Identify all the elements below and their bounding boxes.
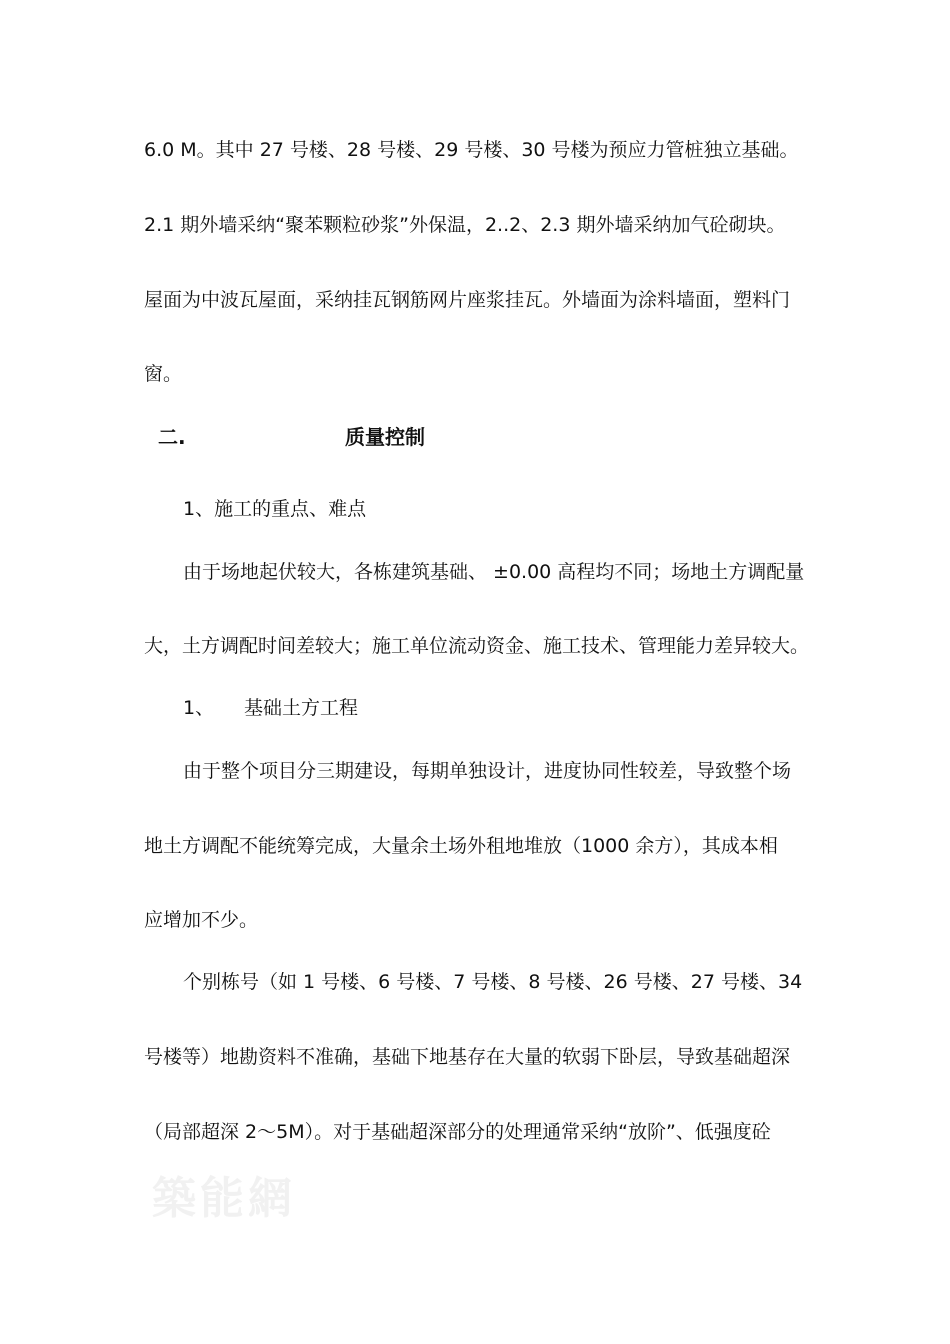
paragraph-line: 号楼等）地勘资料不准确，基础下地基存在大量的软弱下卧层，导致基础超深 — [144, 1046, 791, 1068]
paragraph-line: 窗。 — [144, 363, 183, 385]
subsection-number: 1、 — [183, 697, 215, 719]
paragraph-line: 地土方调配不能统筹完成，大量余土场外租地堆放（1000 余方），其成本相 — [144, 835, 778, 857]
paragraph-line: 屋面为中波瓦屋面，采纳挂瓦钢筋网片座浆挂瓦。外墙面为涂料墙面，塑料门 — [144, 289, 791, 311]
section-number: 二. — [158, 425, 186, 449]
subsection-title: 基础土方工程 — [244, 697, 359, 719]
paragraph-line: （局部超深 2～5M）。对于基础超深部分的处理通常采纳“放阶”、低强度砼 — [144, 1121, 771, 1143]
paragraph-line: 个别栋号（如 1 号楼、6 号楼、7 号楼、8 号楼、26 号楼、27 号楼、34 — [183, 971, 803, 993]
watermark-logo: 築能網 — [152, 1173, 296, 1224]
paragraph-line: 由于整个项目分三期建设，每期单独设计，进度协同性较差，导致整个场 — [183, 760, 792, 782]
section-title: 质量控制 — [345, 425, 425, 449]
paragraph-line: 2.1 期外墙采纳“聚苯颗粒砂浆”外保温，2..2、2.3 期外墙采纳加气砼砌块。 — [144, 214, 786, 236]
paragraph-line: 由于场地起伏较大，各栋建筑基础、 ±0.00 高程均不同；场地土方调配量 — [183, 561, 805, 583]
paragraph-line: 大，土方调配时间差较大；施工单位流动资金、施工技术、管理能力差异较大。 — [144, 635, 810, 657]
subsection-heading: 1、施工的重点、难点 — [183, 498, 367, 520]
paragraph-line: 应增加不少。 — [144, 909, 259, 931]
paragraph-line: 6.0 M。其中 27 号楼、28 号楼、29 号楼、30 号楼为预应力管桩独立基础。 — [144, 139, 799, 161]
